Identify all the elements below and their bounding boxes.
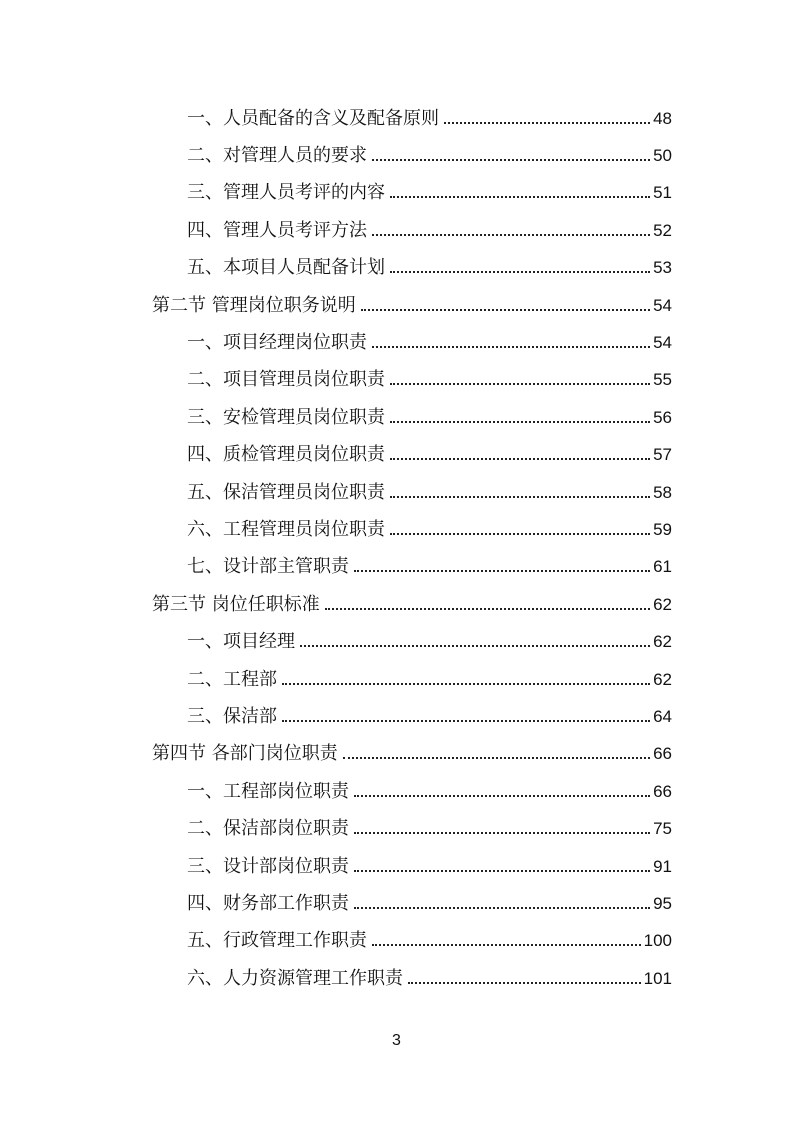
- dot-leader: [390, 533, 650, 535]
- dot-leader: [372, 234, 650, 236]
- toc-item-entry[interactable]: [0, 810, 793, 847]
- toc-entry-title: 财务部工作职责: [223, 892, 349, 914]
- toc-item-entry[interactable]: [0, 661, 793, 698]
- toc-entry-number: 一、: [187, 107, 223, 129]
- toc-item-entry[interactable]: [0, 773, 793, 810]
- toc-entry-page: 56: [653, 407, 672, 427]
- toc-entry-page: 62: [653, 632, 672, 652]
- toc-item-entry[interactable]: [0, 175, 793, 212]
- toc-entry-page: 53: [653, 258, 672, 278]
- toc-item-entry[interactable]: [0, 324, 793, 361]
- toc-entry-title: 质检管理员岗位职责: [223, 444, 385, 466]
- toc-entry-number: 一、: [187, 780, 223, 802]
- toc-entry-title: 管理人员考评的内容: [223, 182, 385, 204]
- toc-item-entry[interactable]: [0, 885, 793, 922]
- toc-entry-title: 工程管理员岗位职责: [223, 518, 385, 540]
- toc-item-entry[interactable]: [0, 437, 793, 474]
- toc-entry-number: 四、: [187, 892, 223, 914]
- toc-entry-page: 62: [653, 594, 672, 614]
- toc-entry-title: 保洁部岗位职责: [223, 818, 349, 840]
- toc-entry-number: 四、: [187, 444, 223, 466]
- toc-entry-page: 58: [653, 482, 672, 502]
- toc-entry-page: 50: [653, 146, 672, 166]
- toc-entry-page: 91: [653, 856, 672, 876]
- dot-leader: [372, 944, 641, 946]
- toc-entry-page: 75: [653, 819, 672, 839]
- toc-entry-page: 101: [643, 968, 672, 988]
- dot-leader: [390, 458, 650, 460]
- toc-item-entry[interactable]: [0, 549, 793, 586]
- toc-entry-title: 设计部岗位职责: [223, 855, 349, 877]
- dot-leader: [282, 720, 650, 722]
- table-of-contents: [0, 100, 793, 997]
- dot-leader: [444, 122, 650, 124]
- toc-entry-page: 66: [653, 744, 672, 764]
- dot-leader: [354, 832, 650, 834]
- page-number: 3: [392, 1032, 401, 1049]
- toc-entry-title: 岗位任职标准: [211, 593, 320, 615]
- toc-entry-title: 对管理人员的要求: [223, 145, 367, 167]
- toc-entry-number: 七、: [187, 556, 223, 578]
- toc-entry-title: 安检管理员岗位职责: [223, 406, 385, 428]
- toc-entry-page: 59: [653, 519, 672, 539]
- dot-leader: [354, 795, 650, 797]
- toc-entry-number: 二、: [187, 818, 223, 840]
- toc-item-entry[interactable]: [0, 623, 793, 660]
- dot-leader: [390, 196, 650, 198]
- dot-leader: [354, 907, 650, 909]
- toc-entry-title: 工程部岗位职责: [223, 780, 349, 802]
- toc-entry-title: 项目经理: [223, 631, 295, 653]
- toc-entry-title: 项目管理员岗位职责: [223, 369, 385, 391]
- toc-item-entry[interactable]: [0, 511, 793, 548]
- toc-entry-number: 二、: [187, 668, 223, 690]
- dot-leader: [372, 159, 650, 161]
- dot-leader: [300, 645, 650, 647]
- toc-entry-number: 三、: [187, 705, 223, 727]
- dot-leader: [390, 496, 650, 498]
- dot-leader: [325, 608, 650, 610]
- toc-entry-title: 各部门岗位职责: [211, 743, 338, 765]
- toc-entry-page: 66: [653, 781, 672, 801]
- dot-leader: [390, 421, 650, 423]
- dot-leader: [361, 309, 650, 311]
- dot-leader: [354, 870, 650, 872]
- toc-entry-title: 人员配备的含义及配备原则: [223, 107, 439, 129]
- dot-leader: [408, 982, 641, 984]
- toc-entry-number: 五、: [187, 257, 223, 279]
- toc-entry-title: 人力资源管理工作职责: [223, 967, 403, 989]
- toc-item-entry[interactable]: [0, 474, 793, 511]
- toc-entry-number: 三、: [187, 406, 223, 428]
- toc-entry-title: 管理人员考评方法: [223, 219, 367, 241]
- toc-section-entry[interactable]: [0, 736, 793, 773]
- toc-entry-title: 管理岗位职务说明: [211, 294, 356, 316]
- toc-entry-title: 本项目人员配备计划: [223, 257, 385, 279]
- dot-leader: [354, 570, 650, 572]
- toc-entry-number: 第二节: [152, 294, 212, 316]
- toc-entry-number: 五、: [187, 481, 223, 503]
- toc-entry-page: 100: [643, 931, 672, 951]
- toc-entry-title: 保洁部: [223, 705, 277, 727]
- toc-entry-number: 一、: [187, 332, 223, 354]
- toc-section-entry[interactable]: [0, 586, 793, 623]
- toc-entry-title: 设计部主管职责: [223, 556, 349, 578]
- toc-entry-number: 四、: [187, 219, 223, 241]
- toc-section-entry[interactable]: [0, 287, 793, 324]
- toc-entry-title: 工程部: [223, 668, 277, 690]
- toc-item-entry[interactable]: [0, 137, 793, 174]
- toc-entry-page: 55: [653, 370, 672, 390]
- toc-entry-number: 六、: [187, 518, 223, 540]
- toc-entry-number: 第三节: [152, 593, 212, 615]
- toc-entry-number: 一、: [187, 631, 223, 653]
- toc-item-entry[interactable]: [0, 960, 793, 997]
- toc-entry-page: 54: [653, 333, 672, 353]
- toc-entry-number: 三、: [187, 182, 223, 204]
- toc-entry-number: 六、: [187, 967, 223, 989]
- dot-leader: [343, 757, 650, 759]
- toc-item-entry[interactable]: [0, 212, 793, 249]
- toc-entry-page: 64: [653, 706, 672, 726]
- dot-leader: [282, 683, 650, 685]
- toc-item-entry[interactable]: [0, 250, 793, 287]
- toc-entry-page: 48: [653, 108, 672, 128]
- dot-leader: [390, 383, 650, 385]
- toc-item-entry[interactable]: [0, 848, 793, 885]
- toc-item-entry[interactable]: [0, 923, 793, 960]
- toc-entry-title: 项目经理岗位职责: [223, 332, 367, 354]
- toc-entry-page: 52: [653, 220, 672, 240]
- toc-entry-number: 第四节: [152, 743, 212, 765]
- toc-entry-title: 保洁管理员岗位职责: [223, 481, 385, 503]
- toc-entry-page: 54: [653, 295, 672, 315]
- toc-entry-page: 51: [653, 183, 672, 203]
- toc-item-entry[interactable]: [0, 698, 793, 735]
- toc-entry-number: 三、: [187, 855, 223, 877]
- toc-entry-title: 行政管理工作职责: [223, 930, 367, 952]
- toc-entry-number: 二、: [187, 145, 223, 167]
- toc-entry-number: 五、: [187, 930, 223, 952]
- toc-item-entry[interactable]: [0, 362, 793, 399]
- dot-leader: [372, 346, 650, 348]
- toc-entry-number: 二、: [187, 369, 223, 391]
- toc-item-entry[interactable]: [0, 399, 793, 436]
- toc-entry-page: 57: [653, 445, 672, 465]
- toc-entry-page: 95: [653, 893, 672, 913]
- toc-item-entry[interactable]: [0, 100, 793, 137]
- toc-entry-page: 62: [653, 669, 672, 689]
- dot-leader: [390, 271, 650, 273]
- toc-entry-page: 61: [653, 557, 672, 577]
